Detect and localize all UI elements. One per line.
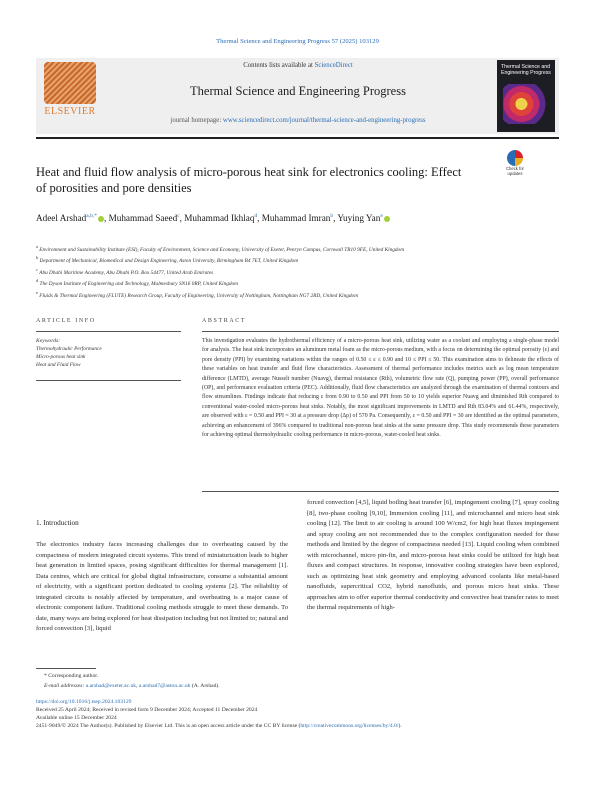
crossmark-label: Check for updates <box>506 166 524 176</box>
journal-homepage-link[interactable]: www.sciencedirect.com/journal/thermal-science-and-engineering-progress <box>222 117 426 124</box>
article-info-heading: ARTICLE INFO <box>36 318 96 324</box>
author[interactable]: Muhammad Ikhlaq$^d$ <box>184 213 258 224</box>
crossmark-button[interactable] <box>500 150 530 180</box>
keywords-label: Keywords: <box>36 338 61 344</box>
footnote-rule <box>36 668 96 669</box>
affiliations <box>36 243 559 300</box>
publication-info <box>36 698 559 730</box>
author[interactable]: Muhammad Imran$^b$ <box>261 213 334 224</box>
cover-title: Thermal Science and Engineering Progress <box>501 64 551 76</box>
cover-art-image <box>503 84 549 124</box>
license-line: 2451-9049/© 2024 The Author(s). Published by Elsevier Ltd. This is an open access article under the CC BY license (http://creativecommons.org/licenses/by/4.0/). <box>36 723 402 730</box>
article-title: Heat and fluid flow analysis of micro-porous heat sink for electronics cooling: Effect of porosities and pore densities <box>36 165 462 195</box>
elsevier-logo[interactable] <box>38 60 102 122</box>
affiliation: $^c$ Abu Dhabi Maritime Academy, Abu Dhabi P.O. Box 54477, United Arab Emirates <box>36 266 214 276</box>
email-line: E-mail addresses: a.arshad@exeter.ac.uk, a.arshad7@aston.ac.uk (A. Arshad). <box>44 682 220 689</box>
abstract-rule <box>202 331 559 332</box>
keyword: Heat and Fluid Flow <box>36 361 81 368</box>
doi-link[interactable]: https://doi.org/10.1016/j.tsep.2024.103129 <box>36 699 132 705</box>
journal-homepage-line: journal homepage: www.sciencedirect.com/journal/thermal-science-and-engineering-progress <box>170 117 426 124</box>
keyword: Thermohydraulic Performance <box>36 346 102 352</box>
affiliation: $^e$ Fluids & Thermal Engineering (FLUTE) Research Group, Faculty of Engineering, University of Nottingham, Nottingham NG7 2RD, United Kingdom <box>36 289 359 299</box>
author[interactable]: Yuying Yan$^e$ <box>337 213 383 224</box>
affiliation: $^b$ Department of Mechanical, Biomedical and Design Engineering, Aston University, Birmingham B4 7ET, United Kingdom <box>36 255 299 265</box>
keywords-list <box>36 346 176 369</box>
introduction-right-column: forced convection [4,5], liquid boiling heat transfer [6], impingement cooling [7], spray cooling [8], two-phase cooling [9,10], Immersion cooling [11], and microchannel and micro heat sink cooling [12]. The limit to air cooling is around 100 W/cm2, for high heat fluxes impingement and spray cooling are not recommended due to the complex configuration needed for these methods and limited by the degree of compactness needed [13]. Liquid cooling when combined with microchannel, micro pin-fin, and micro-porous heat sinks could be utilized for high heat fluxes and compact structures. In response, innovative cooling strategies have been explored, such as optimizing heat sink geometry and employing advanced coolants like metal-based nanofluids, supercritical CO2, hybrid nanofluids, and porous micro heat sinks. These approaches aim to offer superior thermal conductivity and convective heat transfer rates to meet the thermal requirements of high- <box>307 499 559 611</box>
elsevier-tree-icon <box>44 62 96 104</box>
received-dates: Received 25 April 2024; Received in revised form 9 December 2024; Accepted 11 December 2024 <box>36 707 258 714</box>
header-rule <box>36 137 559 139</box>
crossmark-icon <box>507 150 523 166</box>
author-list: Adeel Arshad$^{a,b,*}$ , Muhammad Saeed$^c$, Muhammad Ikhlaq$^d$, Muhammad Imran$^b$, Yuying Yan$^e$ <box>36 210 556 225</box>
affiliation: $^d$ The Dyson Institute of Engineering and Technology, Malmesbury SN16 0RP, United Kingdom <box>36 278 239 288</box>
introduction-heading: 1. Introduction <box>36 519 79 527</box>
abstract-bottom-rule <box>202 491 559 492</box>
sciencedirect-link[interactable]: ScienceDirect <box>314 62 353 69</box>
abstract-text: This investigation evaluates the hydrothermal efficiency of a micro-porous heat sink, utilizing water as a coolant and employing a single-phase model for analysis. The heat sink incorporates an aluminum metal foam as the micro-porous medium, with a focus on determining the optimal porosity (ε) and pore density (PPI) by examining variations within the ranges of 0.50 ≤ ε ≤ 0.90 and 10 ≤ PPI ≤ 50. This examination aims to delineate the effects of these variables on heat transfer and fluid flow characteristics. Assessment of thermal performance includes metrics such as log mean temperature difference (LMTD), average Nusselt number (Nuavg), thermal resistance (Rth), volumetric flow rate (Q), pumping power (PP), overall performance (OP), and performance evaluation criteria (PEC). Additionally, fluid flow characteristics are analyzed through the examination of thermal contours and flow streamlines. Findings indicate that reducing ε from 0.90 to 0.50 and PPI from 50 to 10 yields superior Nuavg and diminished Rth compared to conventional water-cooled micro-porous heat sinks. Notably, the most significant improvements in LMTD and Rth 83.04% and 61.44%, respectively, are observed with ε = 0.50 and PPI = 30 at a pressure drop (Δp) of 570 Pa. Consequently, ε = 0.50 and PPI = 30 are identified as the optimal parameters, achieving an enhancement of 396% compared to traditional non-porous heat sinks at the same pressure drop. This study recommends these parameters for achieving optimal thermohydraulic cooling performance in micro-porous, water-cooled heat sinks. <box>202 338 559 439</box>
orcid-icon[interactable] <box>384 216 390 222</box>
keyword: Micro-porous heat sink <box>36 353 86 360</box>
elsevier-wordmark: ELSEVIER <box>44 106 96 117</box>
author[interactable]: Muhammad Saeed$^c$ <box>108 213 180 224</box>
corresponding-author-label: * Corresponding author. <box>44 673 99 679</box>
journal-cover-thumbnail[interactable] <box>497 60 555 132</box>
contents-available-line: Contents lists available at ScienceDirect <box>243 62 353 69</box>
author[interactable]: Adeel Arshad$^{a,b,*}$ <box>36 213 97 224</box>
journal-reference[interactable]: Thermal Science and Engineering Progress 57 (2025) 103129 <box>216 38 379 45</box>
available-online-date: Available online 15 December 2024 <box>36 715 117 722</box>
article-info-rule <box>36 331 181 332</box>
email-link[interactable]: a.arshad7@aston.ac.uk <box>138 682 191 689</box>
corresponding-author-footnote <box>44 672 444 691</box>
license-link[interactable]: http://creativecommons.org/licenses/by/4.0/ <box>300 723 399 730</box>
introduction-left-column: The electronics industry faces increasing challenges due to overheating caused by the compactness of modern integrated circuit systems. This trend of miniaturization leads to higher heat generation in limited spaces, posing significant difficulties for thermal management [1]. Data centres, which are critical for global digital infrastructure, consume a substantial amount of electricity, with a significant portion dedicated to cooling systems [2]. The reliability of integrated circuits is notably affected by temperature, and overheating is a major cause of electronic component failure. Traditional cooling methods struggle to meet these demands. To date, many ways are being explored for heat dissipation including but not limited to; natural and forced convection [3], liquid <box>36 541 288 632</box>
affiliation: $^a$ Environment and Sustainability Institute (ESI), Faculty of Environment, Science and Economy, University of Exeter, Penryn Campus, Cornwall TR10 9FE, United Kingdom <box>36 244 405 253</box>
journal-title: Thermal Science and Engineering Progress <box>190 84 406 98</box>
orcid-icon[interactable] <box>98 216 104 222</box>
email-link[interactable]: a.arshad@exeter.ac.uk <box>85 682 137 689</box>
keywords-bottom-rule <box>36 380 181 381</box>
abstract-heading: ABSTRACT <box>202 318 247 324</box>
